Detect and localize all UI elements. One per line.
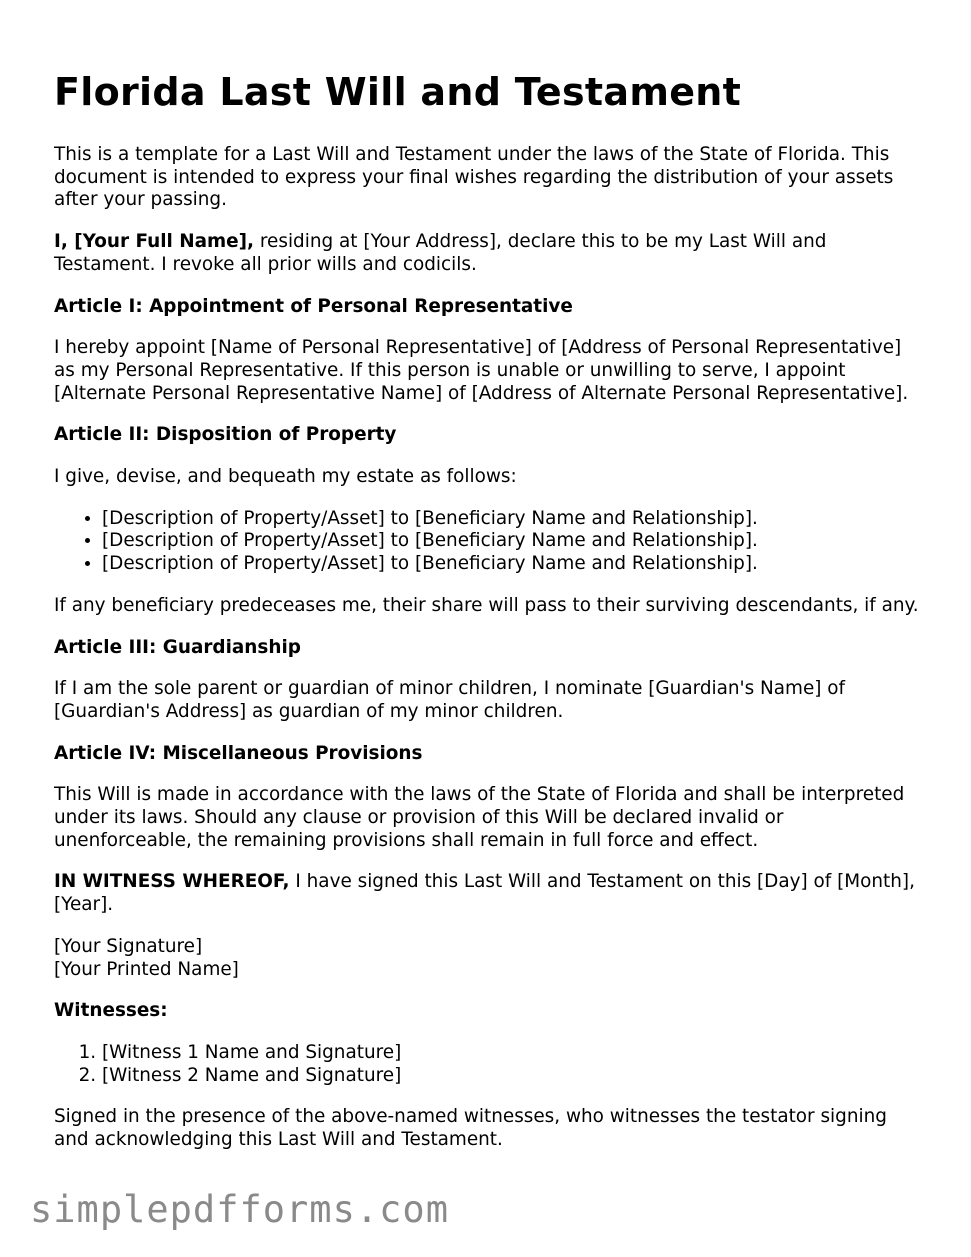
- list-item: • [Description of Property/Asset] to [Beneficiary Name and Relationship].: [102, 530, 924, 553]
- watermark-text: simplepdfforms.com: [30, 1188, 449, 1231]
- article-1-text: I hereby appoint [Name of Personal Representative] of [Address of Personal Representative] as my Personal Representative. If this person is unable or unwilling to serve, I appoint [Alternate Personal Representative Name] of [Address of Alternate Personal Representative].: [54, 337, 909, 404]
- intro-paragraph: This is a template for a Last Will and Testament under the laws of the State of Florida. This document is intended to express your final wishes regarding the distribution of your assets after your passing.: [54, 144, 894, 211]
- witnesses-closing: Signed in the presence of the above-named witnesses, who witnesses the testator signing and acknowledging this Last Will and Testament.: [54, 1106, 887, 1151]
- list-item: 2. [Witness 2 Name and Signature]: [102, 1065, 924, 1088]
- witness-list: [54, 1042, 924, 1087]
- list-item: • [Description of Property/Asset] to [Beneficiary Name and Relationship].: [102, 508, 924, 531]
- property-list: [54, 508, 924, 576]
- article-2-intro: I give, devise, and bequeath my estate as follows:: [54, 466, 517, 488]
- article-2-heading: Article II: Disposition of Property: [54, 424, 397, 446]
- article-1-heading: Article I: Appointment of Personal Representative: [54, 295, 573, 317]
- signature-line: [Your Signature]: [54, 935, 203, 957]
- list-item: 1. [Witness 1 Name and Signature]: [102, 1042, 924, 1065]
- article-4-text: This Will is made in accordance with the laws of the State of Florida and shall be interpreted under its laws. Should any clause or provision of this Will be declared invalid or unenforceable, the remaining provisions shall remain in full force and effect.: [54, 784, 905, 851]
- article-3-heading: Article III: Guardianship: [54, 636, 301, 658]
- witness-clause: [54, 871, 924, 916]
- document-page: [54, 66, 924, 1171]
- witness-clause-lead: IN WITNESS WHEREOF,: [54, 871, 290, 893]
- article-4-heading: Article IV: Miscellaneous Provisions: [54, 742, 423, 764]
- declaration-text: residing at [Your Address], declare this to be my Last Will and Testament. I revoke all prior wills and codicils.: [54, 231, 827, 275]
- witnesses-heading: Witnesses:: [54, 1000, 168, 1022]
- declaration-name: I, [Your Full Name],: [54, 231, 255, 253]
- article-3-text: If I am the sole parent or guardian of minor children, I nominate [Guardian's Name] of [Guardian's Address] as guardian of my minor children.: [54, 678, 846, 722]
- witness-clause-text: I have signed this Last Will and Testament on this [Day] of [Month], [Year].: [54, 871, 915, 916]
- declaration-paragraph: [54, 231, 924, 276]
- signature-block: [54, 936, 924, 981]
- printed-name-line: [Your Printed Name]: [54, 958, 239, 980]
- document-title: Florida Last Will and Testament: [54, 70, 742, 114]
- list-item: • [Description of Property/Asset] to [Beneficiary Name and Relationship].: [102, 553, 924, 576]
- article-2-closing: If any beneficiary predeceases me, their share will pass to their surviving descendants, if any.: [54, 594, 919, 616]
